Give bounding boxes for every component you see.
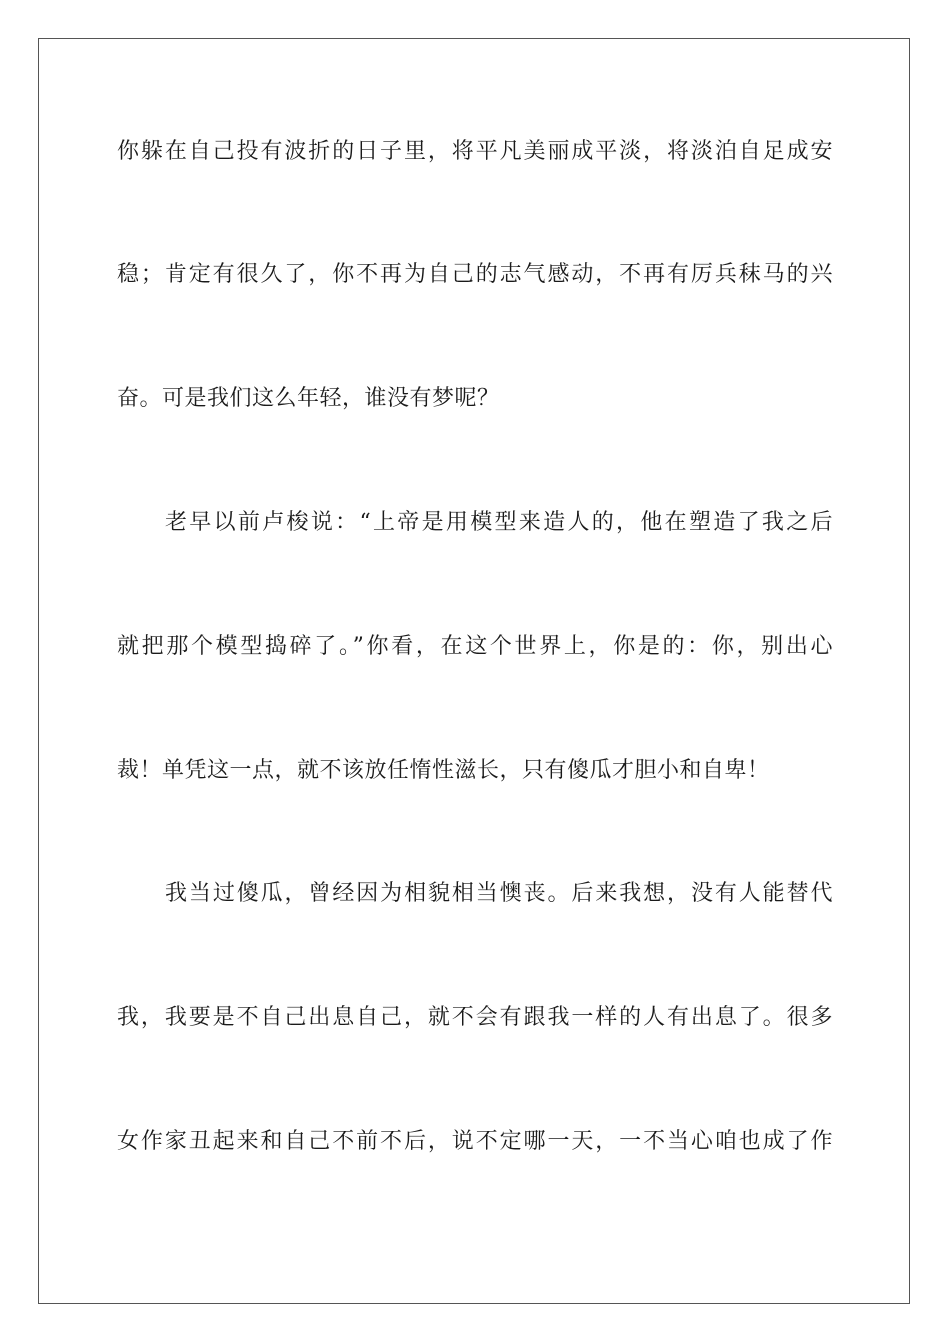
text-line: 女作家丑起来和自己不前不后，说不定哪一天，一不当心咱也成了作 bbox=[117, 1129, 833, 1154]
text-line: 我，我要是不自己出息自己，就不会有跟我一样的人有出息了。很多 bbox=[117, 1005, 833, 1030]
text-line: 裁！单凭这一点，就不该放任惰性滋长，只有傻瓜才胆小和自卑！ bbox=[117, 758, 770, 783]
text-line: 稳；肯定有很久了，你不再为自己的志气感动，不再有厉兵秣马的兴 bbox=[117, 262, 833, 287]
text-line: 奋。可是我们这么年轻，谁没有梦呢？ bbox=[117, 386, 500, 411]
page-border bbox=[38, 38, 910, 1304]
text-line: 我当过傻瓜，曾经因为相貌相当懊丧。后来我想，没有人能替代 bbox=[165, 881, 833, 906]
text-line: 你躲在自己投有波折的日子里，将平凡美丽成平淡，将淡泊自足成安 bbox=[117, 139, 833, 164]
text-line: 老早以前卢梭说：“上帝是用模型来造人的，他在塑造了我之后 bbox=[165, 510, 833, 535]
text-line: 就把那个模型捣碎了。”你看，在这个世界上，你是的：你，别出心 bbox=[117, 634, 833, 659]
